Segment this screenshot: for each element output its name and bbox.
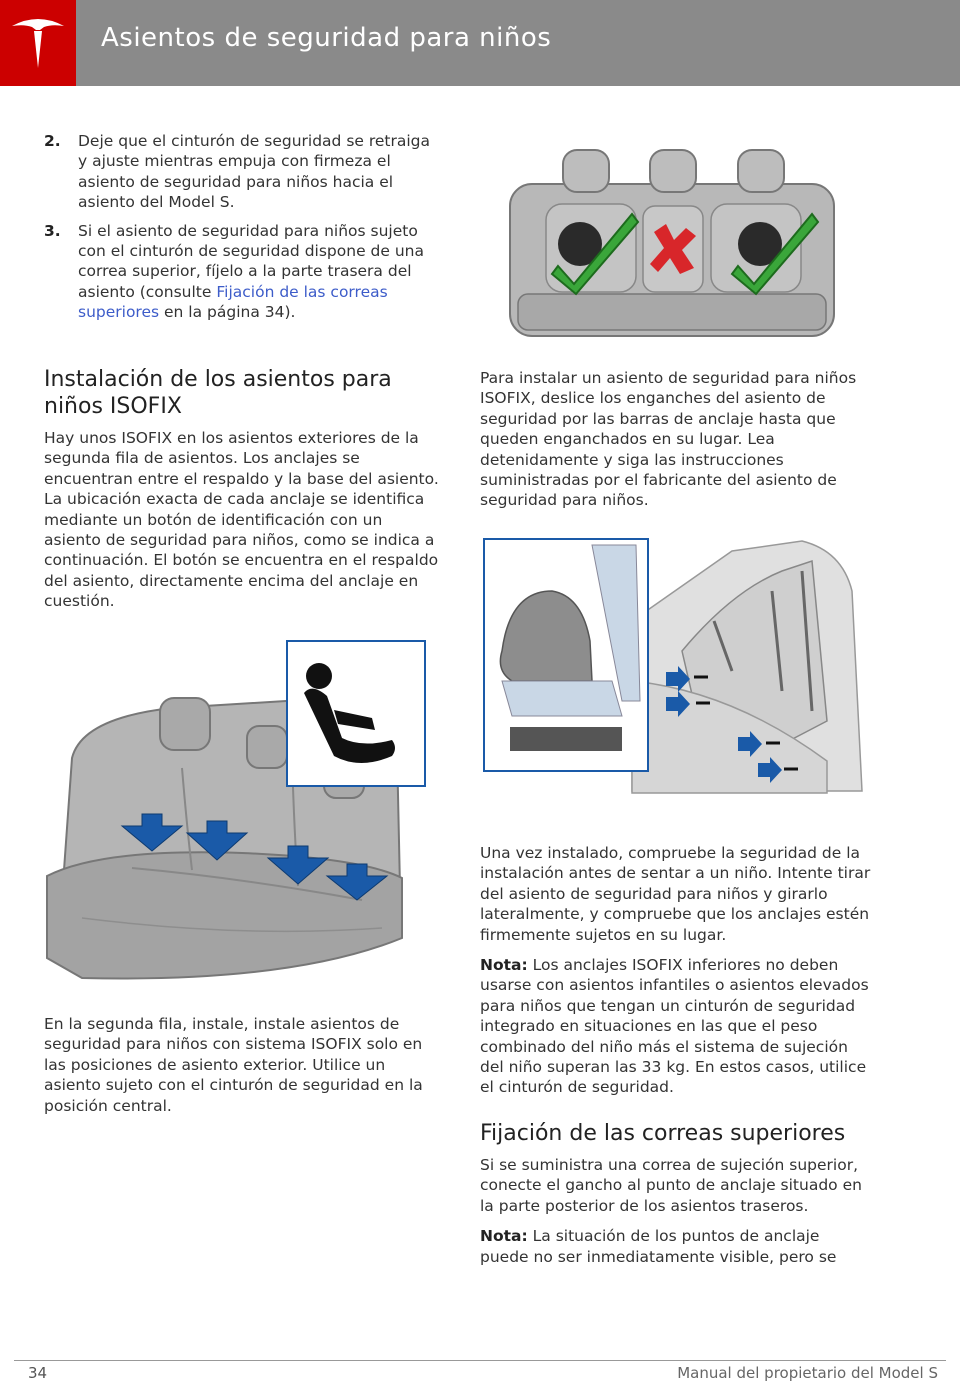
page-title: Asientos de seguridad para niños	[101, 23, 552, 53]
step-text: Si el asiento de seguridad para niños sujeto con el cinturón de seguridad dispone de una correa superior, fíjelo a la parte trasera del asiento (consulte	[78, 221, 424, 301]
isofix-section	[44, 366, 439, 622]
note-label: Nota:	[480, 1227, 528, 1246]
isofix-heading: Instalación de los asientos para niños ISOFIX	[44, 367, 392, 419]
step-2	[44, 131, 439, 213]
step-number: 2.	[44, 132, 61, 150]
footer-divider	[14, 1360, 946, 1361]
anchor-bars-figure	[482, 531, 868, 801]
second-row-section	[44, 1014, 439, 1126]
seat-positions-figure	[508, 144, 836, 340]
step-text: Deje que el cinturón de seguridad se retraiga y ajuste mientras empuja con firmeza el asiento de seguridad para niños hacia el asiento del Model S.	[78, 132, 431, 212]
install-paragraph: Para instalar un asiento de seguridad para niños ISOFIX, deslice los enganches del asiento de seguridad por las barras de anclaje hasta que queden enganchados en su lugar. Lea detenidamente y siga las instrucciones suministradas por el fabricante del asiento de seguridad para niños.	[480, 369, 857, 510]
isofix-paragraph: Hay unos ISOFIX en los asientos exteriores de la segunda fila de asientos. Los anclajes se encuentran entre el respaldo y la base del asiento. La ubicación exacta de cada anclaje se identifica mediante un botón de identificación con un asiento de seguridad para niños, como se indica a continuación. El botón se encuentra en el respaldo del asiento, directamente encima del anclaje en cuestión.	[44, 429, 439, 611]
note-label: Nota:	[480, 956, 528, 975]
step-text-end: en la página 34).	[159, 303, 296, 322]
note-1	[480, 955, 872, 1098]
note-text: Los anclajes ISOFIX inferiores no deben usarse con asientos infantiles o asientos elevados para niños que tengan un cinturón de seguridad integrado en situaciones en las que el peso combinado del niño más el sistema de sujeción del niño superan las 33 kg. En estos casos, utilice el cinturón de seguridad.	[480, 956, 869, 1097]
tether-heading: Fijación de las correas superiores	[480, 1120, 846, 1146]
left-column	[44, 131, 439, 331]
step-number: 3.	[44, 221, 61, 240]
right-column-bottom	[480, 843, 872, 1277]
check-paragraph: Una vez instalado, compruebe la seguridad de la instalación antes de sentar a un niño. Intente tirar del asiento de seguridad para niños y girarlo lateralmente, y compruebe que los anclajes estén firmemente sujetos en su lugar.	[480, 844, 871, 944]
manual-title: Manual del propietario del Model S	[677, 1364, 938, 1382]
page-header	[0, 0, 960, 86]
tether-link[interactable]: Fijación de las correas superiores	[78, 282, 388, 322]
step-3	[44, 221, 439, 323]
second-row-paragraph: En la segunda fila, instale, instale asientos de seguridad para niños con sistema ISOFIX solo en las posiciones de asiento exterior. Utilice un asiento sujeto con el cinturón de seguridad en la posición central.	[44, 1015, 423, 1115]
tether-paragraph: Si se suministra una correa de sujeción superior, conecte el gancho al punto de anclaje situado en la parte posterior de los asientos traseros.	[480, 1155, 862, 1215]
note-2	[480, 1226, 872, 1267]
tesla-logo	[0, 0, 76, 86]
isofix-anchors-figure	[42, 638, 428, 986]
note-text: La situación de los puntos de anclaje puede no ser inmediatamente visible, pero se	[480, 1227, 837, 1266]
right-column-top	[480, 368, 872, 521]
page-number: 34	[28, 1364, 48, 1382]
